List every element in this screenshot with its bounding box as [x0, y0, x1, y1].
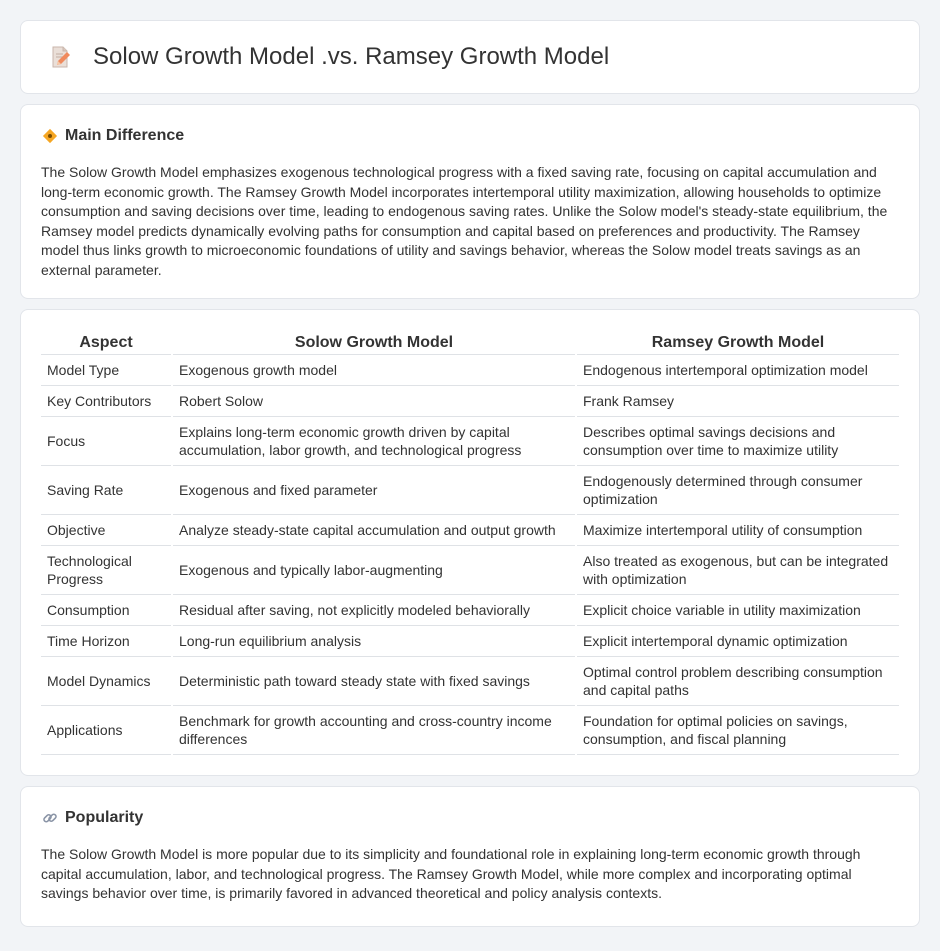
cell-solow: Analyze steady-state capital accumulation and output growth [173, 515, 575, 546]
cell-ramsey: Explicit choice variable in utility maximization [577, 595, 899, 626]
document-pencil-icon [47, 44, 73, 70]
header-aspect: Aspect [41, 332, 171, 355]
main-difference-header [41, 127, 899, 145]
cell-aspect: Technological Progress [41, 546, 171, 595]
section-title: Popularity [65, 809, 144, 826]
table-row [41, 355, 899, 386]
cell-ramsey: Also treated as exogenous, but can be integrated with optimization [577, 546, 899, 595]
main-difference-text: The Solow Growth Model emphasizes exogenous technological progress with a fixed saving rate, focusing on capital accumulation and long-term economic growth. The Ramsey Growth Model incorporates intertemporal utility maximization, allowing households to optimize consumption and saving decisions over time, leading to endogenous saving rates. Unlike the Solow model's steady-state equilibrium, the Ramsey model predicts dynamically evolving paths for consumption and capital based on preferences and productivity. The Ramsey model thus links growth to microeconomic foundations of utility and savings behavior, whereas the Solow model treats savings as an external parameter. [41, 164, 888, 278]
link-icon [41, 809, 59, 827]
cell-aspect: Objective [41, 515, 171, 546]
popularity-text: The Solow Growth Model is more popular due to its simplicity and foundational role in explaining long-term economic growth through capital accumulation, labor, and technological progress. The Ramsey Growth Model, while more complex and incorporating optimal savings behavior over time, is primarily favored in advanced theoretical and policy analysis contexts. [41, 846, 861, 901]
cell-solow: Long-run equilibrium analysis [173, 626, 575, 657]
table-row [41, 626, 899, 657]
cell-solow: Residual after saving, not explicitly modeled behaviorally [173, 595, 575, 626]
comparison-table [39, 332, 901, 755]
cell-ramsey: Explicit intertemporal dynamic optimization [577, 626, 899, 657]
table-row [41, 706, 899, 755]
cell-solow: Explains long-term economic growth driven by capital accumulation, labor growth, and technological progress [173, 417, 575, 466]
cell-solow: Exogenous growth model [173, 355, 575, 386]
cell-solow: Benchmark for growth accounting and cross-country income differences [173, 706, 575, 755]
cell-ramsey: Foundation for optimal policies on savings, consumption, and fiscal planning [577, 706, 899, 755]
cell-solow: Robert Solow [173, 386, 575, 417]
page-title: Solow Growth Model .vs. Ramsey Growth Model [93, 43, 610, 70]
cell-aspect: Consumption [41, 595, 171, 626]
cell-aspect: Model Dynamics [41, 657, 171, 706]
cell-aspect: Applications [41, 706, 171, 755]
cell-aspect: Time Horizon [41, 626, 171, 657]
cell-solow: Exogenous and fixed parameter [173, 466, 575, 515]
cell-ramsey: Endogenous intertemporal optimization model [577, 355, 899, 386]
table-row [41, 546, 899, 595]
table-header-row [41, 332, 899, 355]
cell-aspect: Model Type [41, 355, 171, 386]
diamond-sign-icon [41, 127, 59, 145]
comparison-table-card [20, 309, 920, 776]
cell-ramsey: Optimal control problem describing consumption and capital paths [577, 657, 899, 706]
cell-ramsey: Frank Ramsey [577, 386, 899, 417]
table-row [41, 657, 899, 706]
cell-ramsey: Describes optimal savings decisions and consumption over time to maximize utility [577, 417, 899, 466]
table-row [41, 386, 899, 417]
cell-aspect: Saving Rate [41, 466, 171, 515]
table-row [41, 515, 899, 546]
popularity-section [20, 786, 920, 927]
cell-ramsey: Endogenously determined through consumer optimization [577, 466, 899, 515]
cell-aspect: Focus [41, 417, 171, 466]
popularity-header [41, 809, 899, 827]
header-ramsey: Ramsey Growth Model [577, 332, 899, 355]
table-row [41, 466, 899, 515]
cell-ramsey: Maximize intertemporal utility of consumption [577, 515, 899, 546]
table-row [41, 595, 899, 626]
cell-aspect: Key Contributors [41, 386, 171, 417]
section-title: Main Difference [65, 127, 185, 144]
cell-solow: Deterministic path toward steady state with fixed savings [173, 657, 575, 706]
cell-solow: Exogenous and typically labor-augmenting [173, 546, 575, 595]
title-card [20, 20, 920, 94]
main-difference-section [20, 104, 920, 299]
table-row [41, 417, 899, 466]
header-solow: Solow Growth Model [173, 332, 575, 355]
